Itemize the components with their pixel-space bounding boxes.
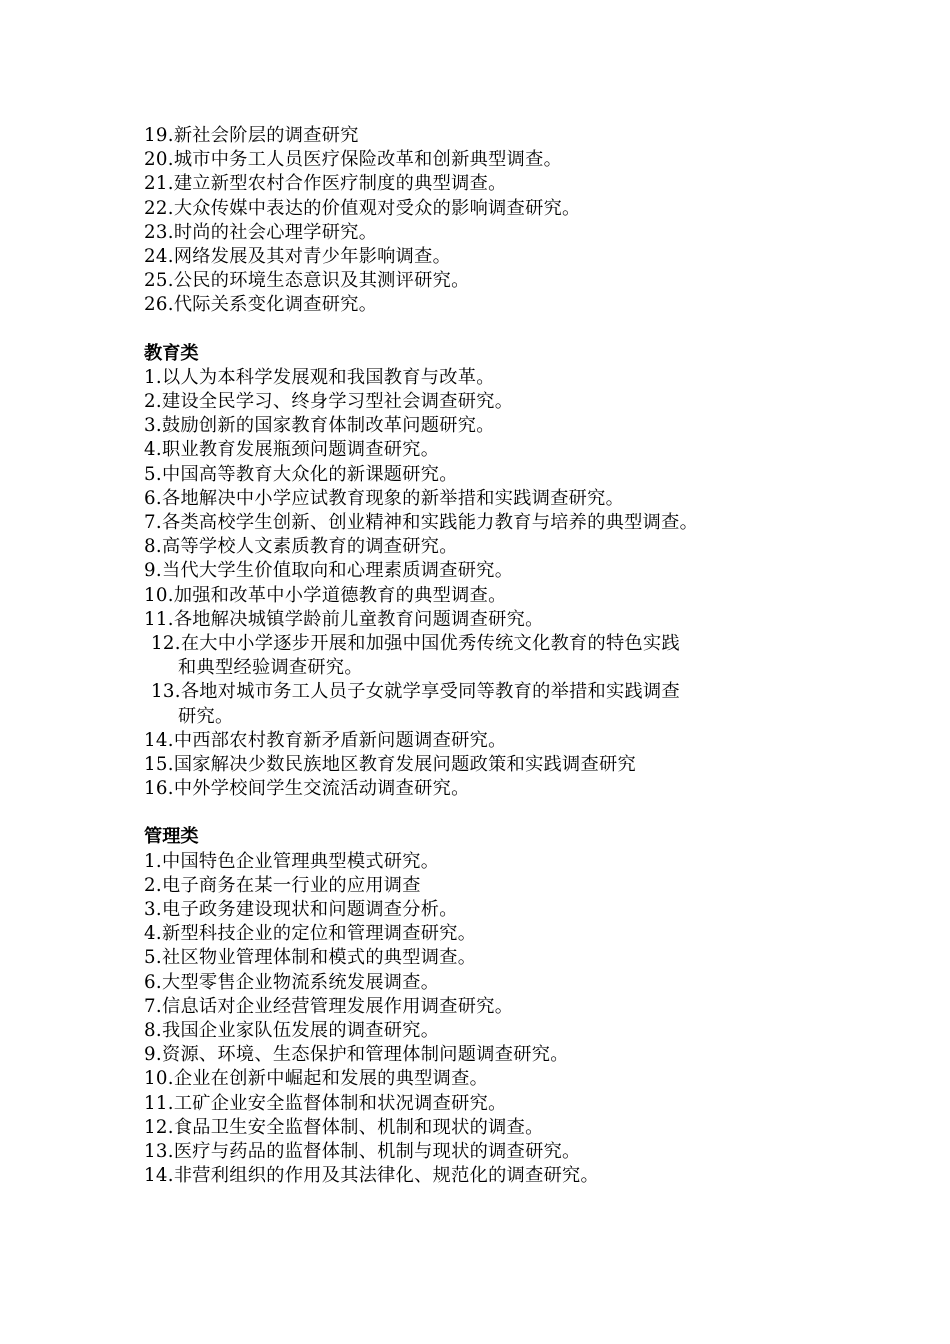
- list-item: 8.我国企业家队伍发展的调查研究。: [144, 1019, 440, 1041]
- list-item: 3.电子政务建设现状和问题调查分析。: [144, 899, 458, 920]
- list-item: 11.各地解决城镇学龄前儿童教育问题调查研究。: [144, 608, 544, 630]
- section-gap: [144, 318, 824, 342]
- list-item: 21.建立新型农村合作医疗制度的典型调查。: [144, 173, 507, 195]
- list-item: 20.城市中务工人员医疗保险改革和创新典型调查。: [144, 149, 563, 171]
- list-item: 9.当代大学生价值取向和心理素质调查研究。: [144, 560, 514, 582]
- list-item: 3.鼓励创新的国家教育体制改革问题研究。: [144, 415, 495, 437]
- section-gap: [144, 801, 824, 825]
- list-item: 2.建设全民学习、终身学习型社会调查研究。: [144, 391, 514, 413]
- list-item: 16.中外学校间学生交流活动调查研究。: [144, 778, 470, 800]
- list-item: 24.网络发展及其对青少年影响调查。: [144, 245, 452, 267]
- list-item: 5.社区物业管理体制和模式的典型调查。: [144, 947, 477, 969]
- list-item-continuation: 研究。: [178, 705, 234, 727]
- list-item: 4.新型科技企业的定位和管理调查研究。: [144, 923, 477, 945]
- list-item: 1.中国特色企业管理典型模式研究。: [144, 850, 440, 872]
- list-item: 7.各类高校学生创新、创业精神和实践能力教育与培养的典型调查。: [144, 512, 699, 533]
- list-item: 14.非营利组织的作用及其法律化、规范化的调查研究。: [144, 1165, 600, 1187]
- list-item: 6.各地解决中小学应试教育现象的新举措和实践调查研究。: [144, 487, 625, 509]
- list-item: 6.大型零售企业物流系统发展调查。: [144, 971, 440, 993]
- list-item: 13.各地对城市务工人员子女就学享受同等教育的举措和实践调查: [151, 681, 680, 703]
- management-heading: 管理类: [144, 826, 199, 848]
- document-page: [144, 124, 824, 1188]
- list-item: 4.职业教育发展瓶颈问题调查研究。: [144, 439, 440, 461]
- list-item: 23.时尚的社会心理学研究。: [144, 221, 378, 243]
- list-item-continuation: 和典型经验调查研究。: [178, 657, 363, 679]
- list-item: 5.中国高等教育大众化的新课题研究。: [144, 463, 458, 485]
- list-item: 12.在大中小学逐步开展和加强中国优秀传统文化教育的特色实践: [151, 632, 680, 654]
- education-list: [144, 366, 824, 801]
- education-heading: 教育类: [144, 342, 199, 364]
- list-item: 25.公民的环境生态意识及其测评研究。: [144, 270, 470, 292]
- management-list: [144, 850, 824, 1189]
- list-item: 11.工矿企业安全监督体制和状况调查研究。: [144, 1092, 507, 1114]
- list-item: 8.高等学校人文素质教育的调查研究。: [144, 536, 458, 558]
- list-item: 9.资源、环境、生态保护和管理体制问题调查研究。: [144, 1044, 569, 1066]
- list-item: 1.以人为本科学发展观和我国教育与改革。: [144, 366, 495, 388]
- list-item: 22.大众传媒中表达的价值观对受众的影响调查研究。: [144, 197, 581, 219]
- social-list: [144, 124, 824, 318]
- list-item: 26.代际关系变化调查研究。: [144, 294, 378, 316]
- list-item: 7.信息话对企业经营管理发展作用调查研究。: [144, 995, 514, 1017]
- list-item: 12.食品卫生安全监督体制、机制和现状的调查。: [144, 1116, 544, 1138]
- list-item: 13.医疗与药品的监督体制、机制与现状的调查研究。: [144, 1140, 581, 1162]
- list-item: 10.企业在创新中崛起和发展的典型调查。: [144, 1068, 489, 1090]
- list-item: 10.加强和改革中小学道德教育的典型调查。: [144, 584, 507, 606]
- list-item: 15.国家解决少数民族地区教育发展问题政策和实践调查研究: [144, 753, 637, 775]
- list-item: 19.新社会阶层的调查研究: [144, 125, 359, 146]
- list-item: 14.中西部农村教育新矛盾新问题调查研究。: [144, 729, 507, 751]
- list-item: 2.电子商务在某一行业的应用调查: [144, 874, 421, 896]
